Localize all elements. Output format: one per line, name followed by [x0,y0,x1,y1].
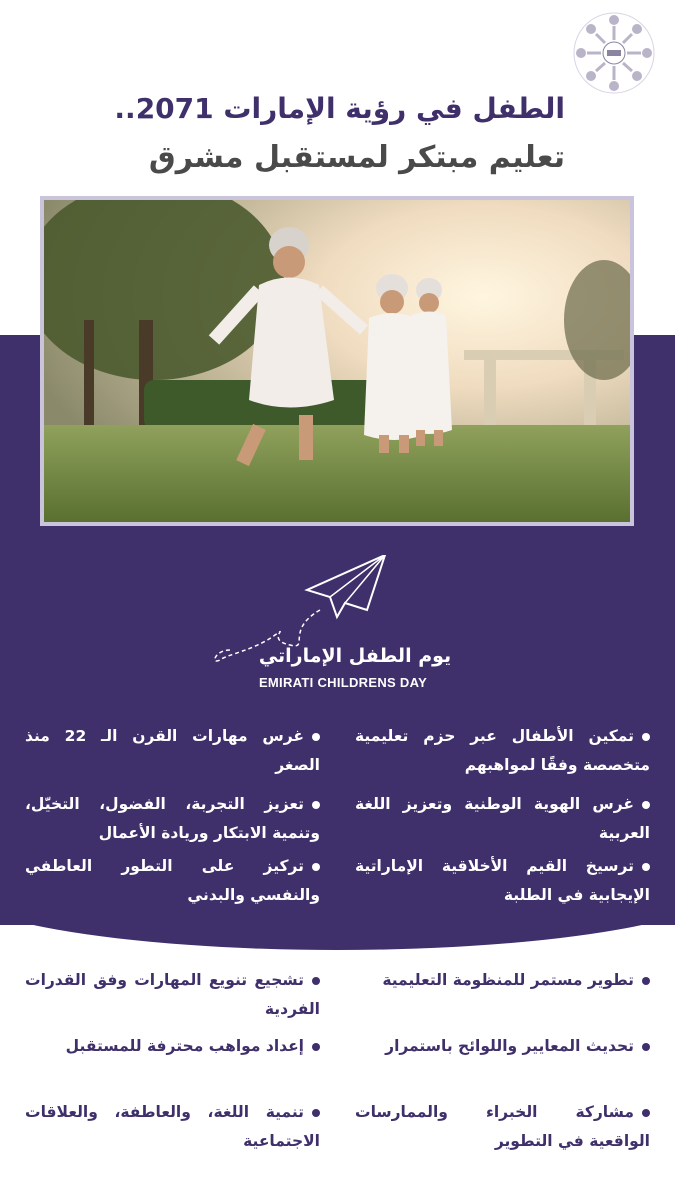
list-item: تطوير مستمر للمنظومة التعليمية [355,966,650,995]
page-subtitle: تعليم مبتكر لمستقبل مشرق [148,140,565,175]
bullet-dot-icon [312,1043,320,1051]
list-item: تنمية اللغة، والعاطفة، والعلاقات الاجتماعية [25,1103,320,1150]
bullet-dot-icon [642,801,650,809]
bullet-dot-icon [312,977,320,985]
children-running-photo [40,196,634,526]
bullet-dot-icon [642,1109,650,1117]
day-title-english: EMIRATI CHILDRENS DAY [258,675,428,690]
list-item: إعداد مواهب محترفة للمستقبل [25,1032,320,1061]
bullet-dot-icon [312,863,320,871]
list-item: تعزيز التجربة، الفضول، التخيّل، وتنمية الابتكار وريادة الأعمال [25,795,320,842]
list-item: غرس مهارات القرن الـ 22 منذ الصغر [25,727,320,774]
page-title: الطفل في رؤية الإمارات 2071.. [114,92,565,125]
day-title-arabic: يوم الطفل الإماراتي [258,645,452,667]
bullet-dot-icon [642,1043,650,1051]
list-item: تشجيع تنويع المهارات وفق القدرات الفردية [25,971,320,1018]
list-item: مشاركة الخبراء والممارسات الواقعية في التطوير [355,1103,650,1150]
children-running-photo-icon [44,200,630,522]
list-item: غرس الهوية الوطنية وتعزيز اللغة العربية [355,795,650,842]
bullet-dot-icon [312,801,320,809]
list-item: تمكين الأطفال عبر حزم تعليمية متخصصة وفقًا لمواهبهم [355,727,650,774]
bullet-dot-icon [642,977,650,985]
bullet-dot-icon [312,733,320,741]
children-circle-logo-icon [571,10,657,96]
list-item: تركيز على التطور العاطفي والنفسي والبدني [25,857,320,904]
bullet-dot-icon [312,1109,320,1117]
list-item: ترسيخ القيم الأخلاقية الإماراتية الإيجابية في الطلبة [355,857,650,904]
bullet-dot-icon [642,733,650,741]
bullet-dot-icon [642,863,650,871]
list-item: تحديث المعايير واللوائح باستمرار [355,1032,650,1061]
